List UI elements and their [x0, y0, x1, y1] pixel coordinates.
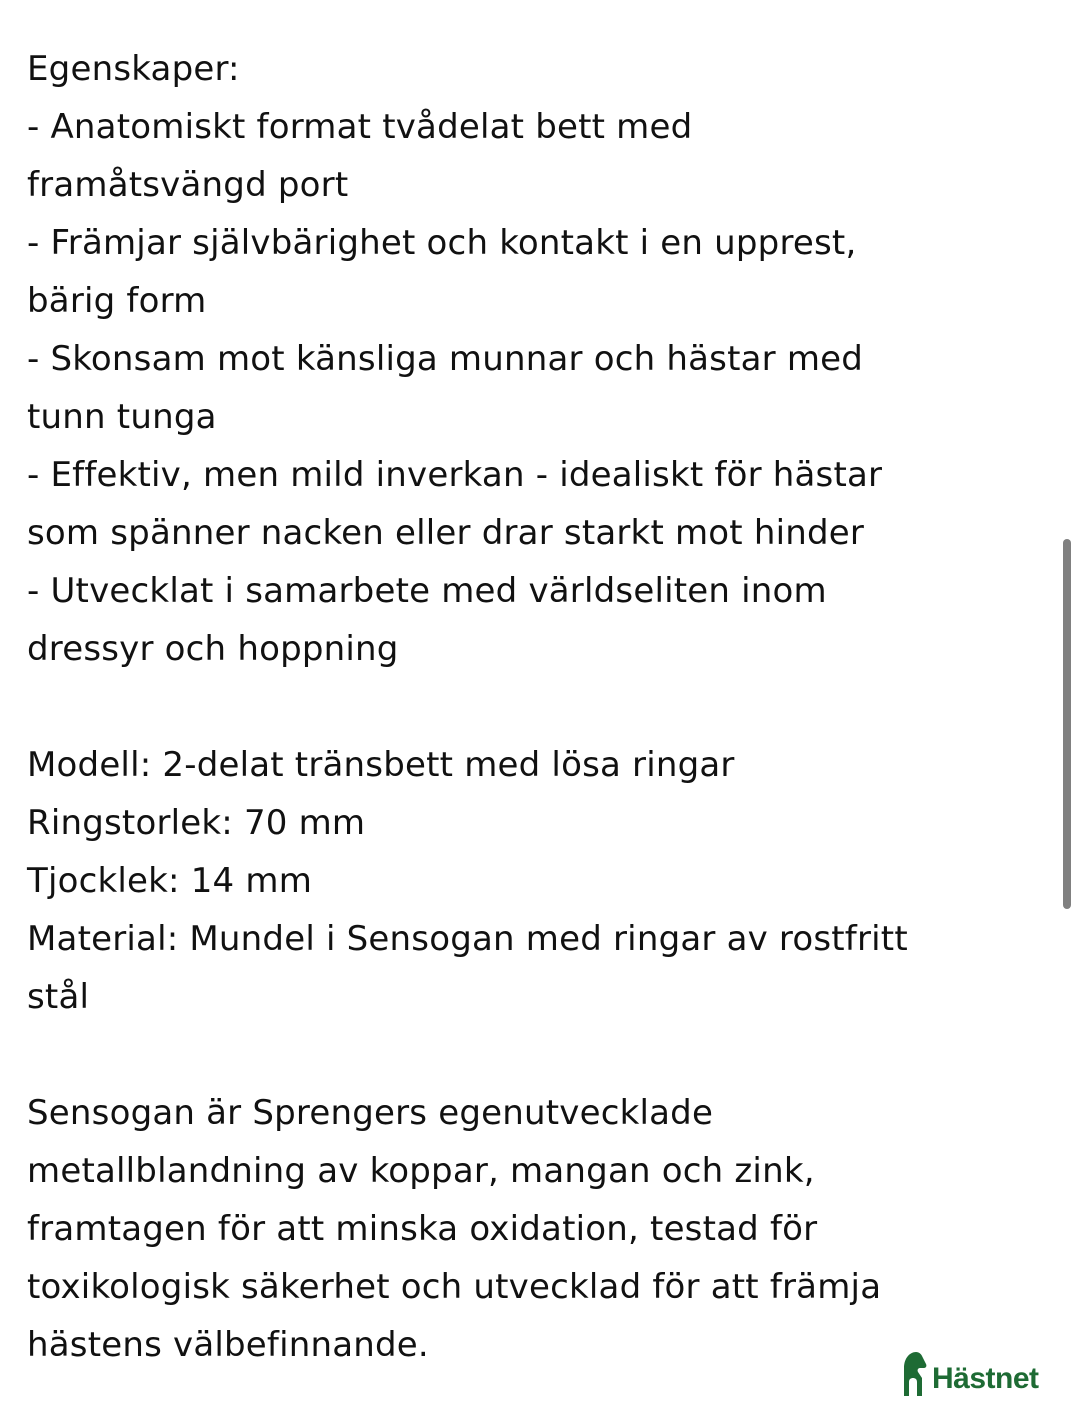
feature-3-line-2: tunn tunga	[27, 397, 217, 437]
sensogan-line-5: hästens välbefinnande.	[27, 1325, 429, 1365]
feature-4-line-2: som spänner nacken eller drar starkt mot hinder	[27, 513, 865, 553]
sensogan-line-4: toxikologisk säkerhet och utvecklad för att främja	[27, 1267, 882, 1307]
paragraph-spacer	[27, 1026, 1037, 1084]
feature-5-line-1: - Utvecklat i samarbete med världseliten inom	[27, 571, 827, 611]
spec-thickness: Tjocklek: 14 mm	[27, 861, 313, 901]
sensogan-line-2: metallblandning av koppar, mangan och zink,	[27, 1151, 815, 1191]
features-heading: Egenskaper:	[27, 49, 240, 89]
horse-head-icon	[902, 1352, 928, 1396]
paragraph-spacer	[27, 678, 1037, 736]
sensogan-line-1: Sensogan är Sprengers egenutvecklade	[27, 1093, 714, 1133]
product-description	[27, 40, 1037, 1374]
spec-material-line-1: Material: Mundel i Sensogan med ringar av rostfritt	[27, 919, 908, 959]
hastnet-watermark	[902, 1350, 1039, 1396]
feature-2-line-2: bärig form	[27, 281, 207, 321]
feature-5-line-2: dressyr och hoppning	[27, 629, 399, 669]
vertical-scrollbar[interactable]	[1063, 539, 1071, 909]
feature-4-line-1: - Effektiv, men mild inverkan - idealiskt för hästar	[27, 455, 883, 495]
brand-name: Hästnet	[932, 1362, 1039, 1395]
spec-ring-size: Ringstorlek: 70 mm	[27, 803, 366, 843]
feature-1-line-1: - Anatomiskt format tvådelat bett med	[27, 107, 693, 147]
feature-2-line-1: - Främjar självbärighet och kontakt i en upprest,	[27, 223, 857, 263]
sensogan-line-3: framtagen för att minska oxidation, testad för	[27, 1209, 818, 1249]
spec-material-line-2: stål	[27, 977, 90, 1017]
feature-3-line-1: - Skonsam mot känsliga munnar och hästar med	[27, 339, 864, 379]
feature-1-line-2: framåtsvängd port	[27, 165, 349, 205]
spec-model: Modell: 2-delat tränsbett med lösa ringar	[27, 745, 735, 785]
